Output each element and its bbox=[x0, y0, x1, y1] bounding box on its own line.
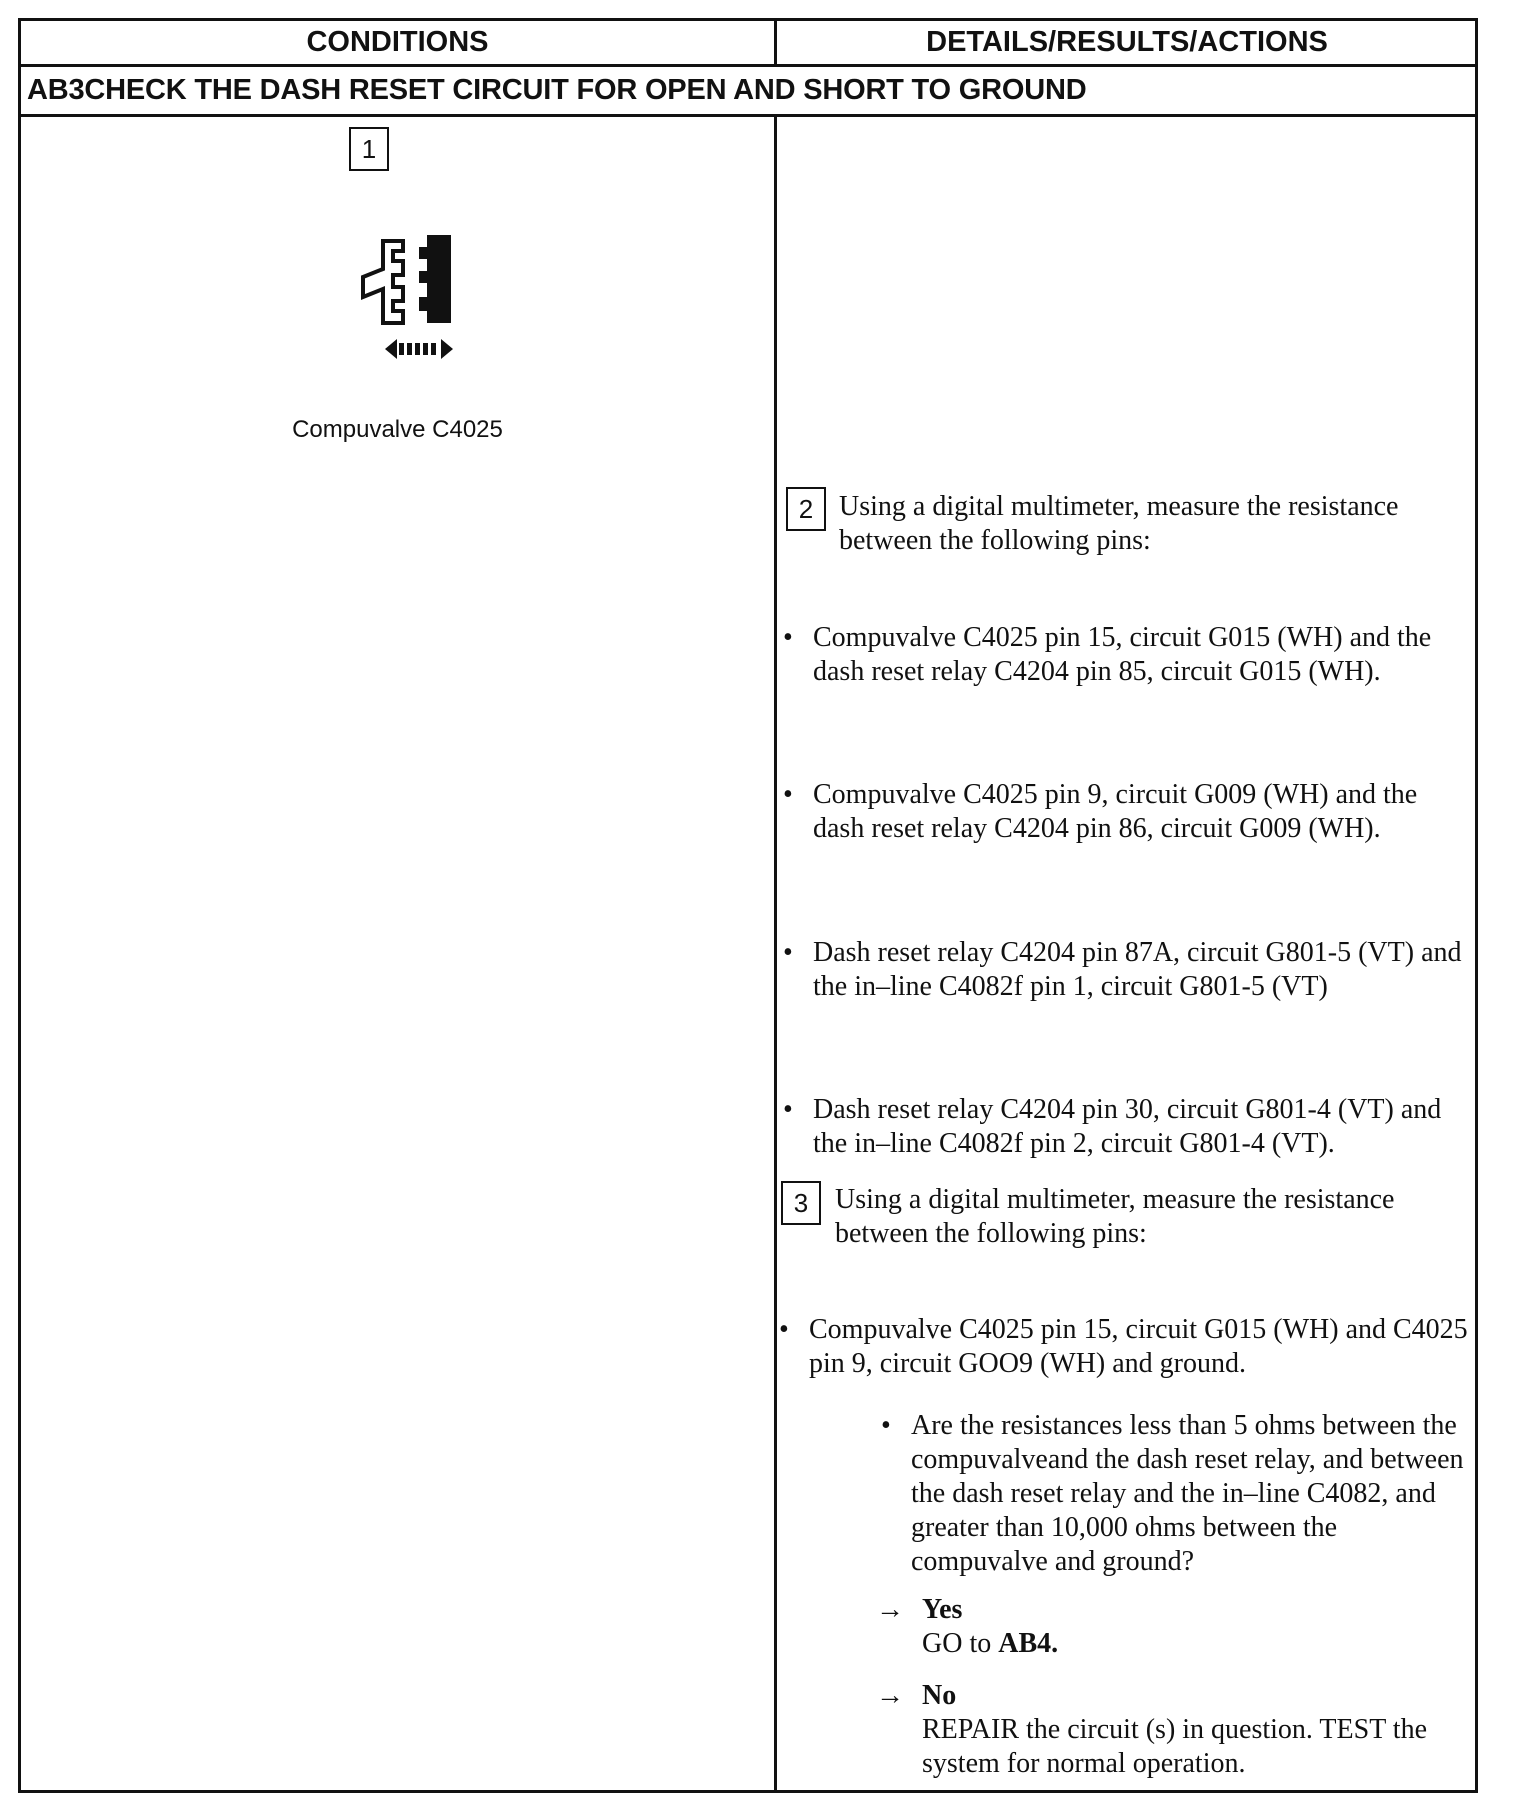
list-item bbox=[779, 1313, 1469, 1381]
arrow-right-icon: → bbox=[876, 1594, 904, 1625]
list-item-text: Compuvalve C4025 pin 15, circuit G015 (WH) and the dash reset relay C4204 pin 85, circuit G015 (WH). bbox=[813, 622, 1432, 687]
list-item bbox=[783, 936, 1473, 1004]
connector-disconnect-icon bbox=[341, 231, 481, 371]
bullet-glyph: • bbox=[881, 1410, 891, 1441]
yes-action-target: AB4. bbox=[998, 1628, 1059, 1659]
conditions-header: CONDITIONS bbox=[306, 26, 489, 58]
bullet-glyph: • bbox=[783, 1094, 793, 1125]
list-item bbox=[783, 1093, 1473, 1161]
bullet-glyph: • bbox=[783, 779, 793, 810]
bullet-glyph: • bbox=[783, 622, 793, 653]
connector-caption: Compuvalve C4025 bbox=[292, 416, 503, 443]
list-item-text: Dash reset relay C4204 pin 87A, circuit G801-5 (VT) and the in–line C4082f pin 1, circuit G801-5 (VT) bbox=[813, 937, 1462, 1002]
no-label: No bbox=[922, 1680, 957, 1711]
no-option-body bbox=[922, 1679, 1476, 1781]
no-option bbox=[876, 1679, 1476, 1781]
step-title: AB3CHECK THE DASH RESET CIRCUIT FOR OPEN AND SHORT TO GROUND bbox=[21, 67, 1475, 117]
yes-option-body bbox=[922, 1593, 1058, 1661]
yes-label: Yes bbox=[922, 1594, 963, 1625]
bullet-glyph: • bbox=[779, 1314, 789, 1345]
details-header: DETAILS/RESULTS/ACTIONS bbox=[926, 26, 1328, 58]
column-divider bbox=[774, 117, 777, 1790]
list-item bbox=[783, 621, 1473, 689]
question-text: Are the resistances less than 5 ohms between the compuvalveand the dash reset relay, and between the dash reset relay and the in–line C4082, and greater than 10,000 ohms between the compuvalve and ground? bbox=[911, 1410, 1464, 1577]
step-instruction: Using a digital multimeter, measure the resistance between the following pins: bbox=[839, 491, 1399, 556]
bullet-glyph: • bbox=[783, 937, 793, 968]
list-item bbox=[783, 778, 1473, 846]
arrow-right-icon: → bbox=[876, 1680, 904, 1711]
table-header-row bbox=[21, 21, 1475, 67]
list-item-text: Dash reset relay C4204 pin 30, circuit G801-4 (VT) and the in–line C4082f pin 2, circuit G801-4 (VT). bbox=[813, 1094, 1442, 1159]
yes-option bbox=[876, 1593, 1476, 1661]
step-number-box: 2 bbox=[786, 487, 826, 531]
yes-action-prefix: GO to bbox=[922, 1628, 999, 1659]
procedure-table bbox=[18, 18, 1478, 1793]
step-instruction: Using a digital multimeter, measure the resistance between the following pins: bbox=[835, 1184, 1395, 1249]
list-item-text: Compuvalve C4025 pin 15, circuit G015 (WH) and C4025 pin 9, circuit GOO9 (WH) and ground. bbox=[809, 1314, 1468, 1379]
step-number-box: 1 bbox=[349, 127, 389, 171]
step-number-box: 3 bbox=[781, 1181, 821, 1225]
list-item-text: Compuvalve C4025 pin 9, circuit G009 (WH) and the dash reset relay C4204 pin 86, circuit G009 (WH). bbox=[813, 779, 1418, 844]
question-item bbox=[881, 1409, 1471, 1579]
no-action: REPAIR the circuit (s) in question. TEST the system for normal operation. bbox=[922, 1714, 1428, 1779]
